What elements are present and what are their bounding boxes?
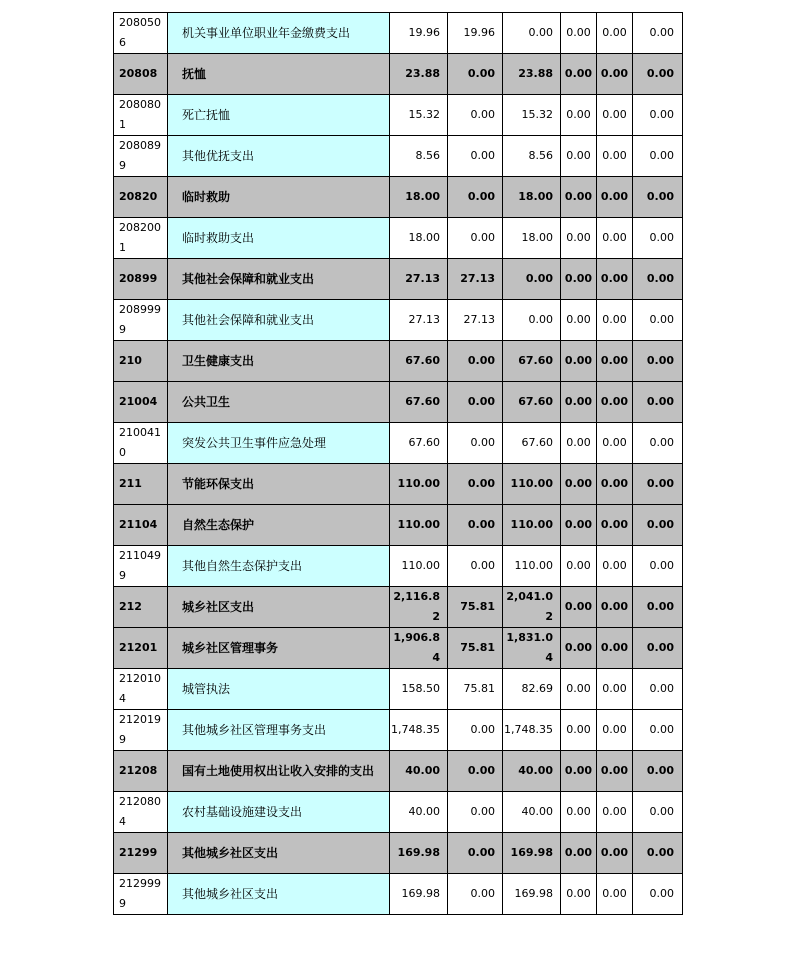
amount-cell-8: 0.00 — [633, 218, 683, 259]
amount-cell-7: 0.00 — [597, 13, 633, 54]
amount-cell-8: 0.00 — [633, 13, 683, 54]
amount-cell-8: 0.00 — [633, 382, 683, 423]
subject-name-cell: 其他城乡社区支出 — [168, 833, 390, 874]
total-amount-cell: 27.13 — [390, 300, 448, 341]
summary-row — [114, 177, 683, 218]
subject-name-cell: 节能环保支出 — [168, 464, 390, 505]
subject-code-cell: 21201 — [114, 628, 168, 669]
amount-cell-6: 0.00 — [561, 669, 597, 710]
subject-code-cell: 2082001 — [114, 218, 168, 259]
amount-cell-8: 0.00 — [633, 136, 683, 177]
total-amount-cell: 18.00 — [390, 218, 448, 259]
project-expenditure-cell: 110.00 — [503, 505, 561, 546]
table-body — [114, 13, 683, 915]
amount-cell-6: 0.00 — [561, 423, 597, 464]
detail-row — [114, 13, 683, 54]
subject-code-cell: 2080801 — [114, 95, 168, 136]
basic-expenditure-cell: 0.00 — [448, 382, 503, 423]
subject-code-cell: 20820 — [114, 177, 168, 218]
subject-code-cell: 21104 — [114, 505, 168, 546]
amount-cell-7: 0.00 — [597, 382, 633, 423]
project-expenditure-cell: 169.98 — [503, 833, 561, 874]
amount-cell-6: 0.00 — [561, 382, 597, 423]
amount-cell-8: 0.00 — [633, 874, 683, 915]
total-amount-cell: 110.00 — [390, 546, 448, 587]
amount-cell-7: 0.00 — [597, 464, 633, 505]
amount-cell-6: 0.00 — [561, 587, 597, 628]
subject-code-cell: 21208 — [114, 751, 168, 792]
project-expenditure-cell: 2,041.02 — [503, 587, 561, 628]
summary-row — [114, 54, 683, 95]
subject-code-cell: 2120104 — [114, 669, 168, 710]
project-expenditure-cell: 67.60 — [503, 341, 561, 382]
amount-cell-8: 0.00 — [633, 628, 683, 669]
amount-cell-7: 0.00 — [597, 423, 633, 464]
amount-cell-7: 0.00 — [597, 587, 633, 628]
total-amount-cell: 1,748.35 — [390, 710, 448, 751]
subject-code-cell: 212 — [114, 587, 168, 628]
summary-row — [114, 833, 683, 874]
basic-expenditure-cell: 27.13 — [448, 259, 503, 300]
subject-name-cell: 其他自然生态保护支出 — [168, 546, 390, 587]
subject-code-cell: 2080899 — [114, 136, 168, 177]
amount-cell-6: 0.00 — [561, 505, 597, 546]
basic-expenditure-cell: 19.96 — [448, 13, 503, 54]
amount-cell-7: 0.00 — [597, 792, 633, 833]
amount-cell-8: 0.00 — [633, 54, 683, 95]
project-expenditure-cell: 18.00 — [503, 218, 561, 259]
subject-code-cell: 2110499 — [114, 546, 168, 587]
amount-cell-8: 0.00 — [633, 792, 683, 833]
project-expenditure-cell: 67.60 — [503, 423, 561, 464]
amount-cell-8: 0.00 — [633, 95, 683, 136]
basic-expenditure-cell: 75.81 — [448, 669, 503, 710]
project-expenditure-cell: 23.88 — [503, 54, 561, 95]
amount-cell-7: 0.00 — [597, 259, 633, 300]
budget-expenditure-table — [113, 12, 683, 915]
detail-row — [114, 95, 683, 136]
subject-name-cell: 自然生态保护 — [168, 505, 390, 546]
amount-cell-6: 0.00 — [561, 792, 597, 833]
amount-cell-6: 0.00 — [561, 628, 597, 669]
detail-row — [114, 136, 683, 177]
amount-cell-8: 0.00 — [633, 546, 683, 587]
subject-name-cell: 农村基础设施建设支出 — [168, 792, 390, 833]
subject-name-cell: 城乡社区管理事务 — [168, 628, 390, 669]
amount-cell-8: 0.00 — [633, 423, 683, 464]
subject-name-cell: 卫生健康支出 — [168, 341, 390, 382]
subject-code-cell: 21004 — [114, 382, 168, 423]
subject-code-cell: 2080506 — [114, 13, 168, 54]
amount-cell-6: 0.00 — [561, 54, 597, 95]
summary-row — [114, 259, 683, 300]
subject-name-cell: 机关事业单位职业年金缴费支出 — [168, 13, 390, 54]
amount-cell-7: 0.00 — [597, 136, 633, 177]
project-expenditure-cell: 40.00 — [503, 792, 561, 833]
detail-row — [114, 669, 683, 710]
subject-code-cell: 2120199 — [114, 710, 168, 751]
amount-cell-7: 0.00 — [597, 341, 633, 382]
project-expenditure-cell: 67.60 — [503, 382, 561, 423]
total-amount-cell: 67.60 — [390, 341, 448, 382]
detail-row — [114, 792, 683, 833]
amount-cell-8: 0.00 — [633, 669, 683, 710]
project-expenditure-cell: 110.00 — [503, 464, 561, 505]
amount-cell-6: 0.00 — [561, 300, 597, 341]
subject-name-cell: 其他城乡社区支出 — [168, 874, 390, 915]
amount-cell-8: 0.00 — [633, 751, 683, 792]
detail-row — [114, 300, 683, 341]
amount-cell-6: 0.00 — [561, 13, 597, 54]
project-expenditure-cell: 1,831.04 — [503, 628, 561, 669]
basic-expenditure-cell: 0.00 — [448, 751, 503, 792]
amount-cell-7: 0.00 — [597, 177, 633, 218]
total-amount-cell: 110.00 — [390, 464, 448, 505]
basic-expenditure-cell: 75.81 — [448, 628, 503, 669]
total-amount-cell: 18.00 — [390, 177, 448, 218]
amount-cell-8: 0.00 — [633, 464, 683, 505]
amount-cell-6: 0.00 — [561, 833, 597, 874]
subject-name-cell: 其他城乡社区管理事务支出 — [168, 710, 390, 751]
basic-expenditure-cell: 0.00 — [448, 218, 503, 259]
detail-row — [114, 710, 683, 751]
amount-cell-6: 0.00 — [561, 218, 597, 259]
subject-name-cell: 死亡抚恤 — [168, 95, 390, 136]
subject-name-cell: 抚恤 — [168, 54, 390, 95]
amount-cell-7: 0.00 — [597, 874, 633, 915]
project-expenditure-cell: 0.00 — [503, 300, 561, 341]
basic-expenditure-cell: 0.00 — [448, 464, 503, 505]
amount-cell-7: 0.00 — [597, 669, 633, 710]
amount-cell-7: 0.00 — [597, 833, 633, 874]
subject-code-cell: 2129999 — [114, 874, 168, 915]
detail-row — [114, 874, 683, 915]
amount-cell-8: 0.00 — [633, 710, 683, 751]
basic-expenditure-cell: 0.00 — [448, 792, 503, 833]
project-expenditure-cell: 82.69 — [503, 669, 561, 710]
amount-cell-6: 0.00 — [561, 546, 597, 587]
total-amount-cell: 110.00 — [390, 505, 448, 546]
amount-cell-7: 0.00 — [597, 218, 633, 259]
total-amount-cell: 67.60 — [390, 382, 448, 423]
total-amount-cell: 169.98 — [390, 874, 448, 915]
basic-expenditure-cell: 75.81 — [448, 587, 503, 628]
subject-code-cell: 210 — [114, 341, 168, 382]
summary-row — [114, 587, 683, 628]
amount-cell-6: 0.00 — [561, 874, 597, 915]
total-amount-cell: 8.56 — [390, 136, 448, 177]
total-amount-cell: 67.60 — [390, 423, 448, 464]
subject-code-cell: 2120804 — [114, 792, 168, 833]
summary-row — [114, 505, 683, 546]
total-amount-cell: 23.88 — [390, 54, 448, 95]
project-expenditure-cell: 15.32 — [503, 95, 561, 136]
subject-name-cell: 公共卫生 — [168, 382, 390, 423]
subject-name-cell: 其他优抚支出 — [168, 136, 390, 177]
basic-expenditure-cell: 0.00 — [448, 874, 503, 915]
amount-cell-7: 0.00 — [597, 710, 633, 751]
total-amount-cell: 15.32 — [390, 95, 448, 136]
total-amount-cell: 40.00 — [390, 792, 448, 833]
basic-expenditure-cell: 0.00 — [448, 136, 503, 177]
total-amount-cell: 2,116.82 — [390, 587, 448, 628]
subject-name-cell: 临时救助 — [168, 177, 390, 218]
subject-code-cell: 2100410 — [114, 423, 168, 464]
subject-name-cell: 突发公共卫生事件应急处理 — [168, 423, 390, 464]
amount-cell-8: 0.00 — [633, 587, 683, 628]
basic-expenditure-cell: 0.00 — [448, 341, 503, 382]
subject-code-cell: 211 — [114, 464, 168, 505]
amount-cell-6: 0.00 — [561, 95, 597, 136]
summary-row — [114, 464, 683, 505]
basic-expenditure-cell: 0.00 — [448, 710, 503, 751]
amount-cell-6: 0.00 — [561, 751, 597, 792]
amount-cell-6: 0.00 — [561, 259, 597, 300]
subject-name-cell: 其他社会保障和就业支出 — [168, 300, 390, 341]
amount-cell-7: 0.00 — [597, 628, 633, 669]
project-expenditure-cell: 40.00 — [503, 751, 561, 792]
amount-cell-8: 0.00 — [633, 341, 683, 382]
amount-cell-6: 0.00 — [561, 464, 597, 505]
summary-row — [114, 382, 683, 423]
subject-code-cell: 20808 — [114, 54, 168, 95]
detail-row — [114, 423, 683, 464]
total-amount-cell: 158.50 — [390, 669, 448, 710]
project-expenditure-cell: 18.00 — [503, 177, 561, 218]
total-amount-cell: 27.13 — [390, 259, 448, 300]
amount-cell-7: 0.00 — [597, 751, 633, 792]
subject-code-cell: 20899 — [114, 259, 168, 300]
amount-cell-6: 0.00 — [561, 136, 597, 177]
subject-name-cell: 城乡社区支出 — [168, 587, 390, 628]
amount-cell-8: 0.00 — [633, 177, 683, 218]
project-expenditure-cell: 8.56 — [503, 136, 561, 177]
basic-expenditure-cell: 0.00 — [448, 423, 503, 464]
total-amount-cell: 19.96 — [390, 13, 448, 54]
amount-cell-8: 0.00 — [633, 259, 683, 300]
detail-row — [114, 546, 683, 587]
basic-expenditure-cell: 27.13 — [448, 300, 503, 341]
amount-cell-6: 0.00 — [561, 177, 597, 218]
detail-row — [114, 218, 683, 259]
subject-name-cell: 临时救助支出 — [168, 218, 390, 259]
total-amount-cell: 40.00 — [390, 751, 448, 792]
amount-cell-8: 0.00 — [633, 505, 683, 546]
amount-cell-7: 0.00 — [597, 505, 633, 546]
summary-row — [114, 628, 683, 669]
project-expenditure-cell: 110.00 — [503, 546, 561, 587]
amount-cell-7: 0.00 — [597, 95, 633, 136]
basic-expenditure-cell: 0.00 — [448, 505, 503, 546]
amount-cell-6: 0.00 — [561, 710, 597, 751]
project-expenditure-cell: 169.98 — [503, 874, 561, 915]
subject-name-cell: 国有土地使用权出让收入安排的支出 — [168, 751, 390, 792]
subject-name-cell: 其他社会保障和就业支出 — [168, 259, 390, 300]
project-expenditure-cell: 1,748.35 — [503, 710, 561, 751]
summary-row — [114, 751, 683, 792]
project-expenditure-cell: 0.00 — [503, 259, 561, 300]
basic-expenditure-cell: 0.00 — [448, 833, 503, 874]
amount-cell-7: 0.00 — [597, 546, 633, 587]
summary-row — [114, 341, 683, 382]
subject-code-cell: 2089999 — [114, 300, 168, 341]
basic-expenditure-cell: 0.00 — [448, 546, 503, 587]
project-expenditure-cell: 0.00 — [503, 13, 561, 54]
basic-expenditure-cell: 0.00 — [448, 177, 503, 218]
subject-name-cell: 城管执法 — [168, 669, 390, 710]
basic-expenditure-cell: 0.00 — [448, 95, 503, 136]
subject-code-cell: 21299 — [114, 833, 168, 874]
amount-cell-6: 0.00 — [561, 341, 597, 382]
total-amount-cell: 169.98 — [390, 833, 448, 874]
total-amount-cell: 1,906.84 — [390, 628, 448, 669]
basic-expenditure-cell: 0.00 — [448, 54, 503, 95]
amount-cell-7: 0.00 — [597, 300, 633, 341]
amount-cell-8: 0.00 — [633, 300, 683, 341]
amount-cell-7: 0.00 — [597, 54, 633, 95]
amount-cell-8: 0.00 — [633, 833, 683, 874]
